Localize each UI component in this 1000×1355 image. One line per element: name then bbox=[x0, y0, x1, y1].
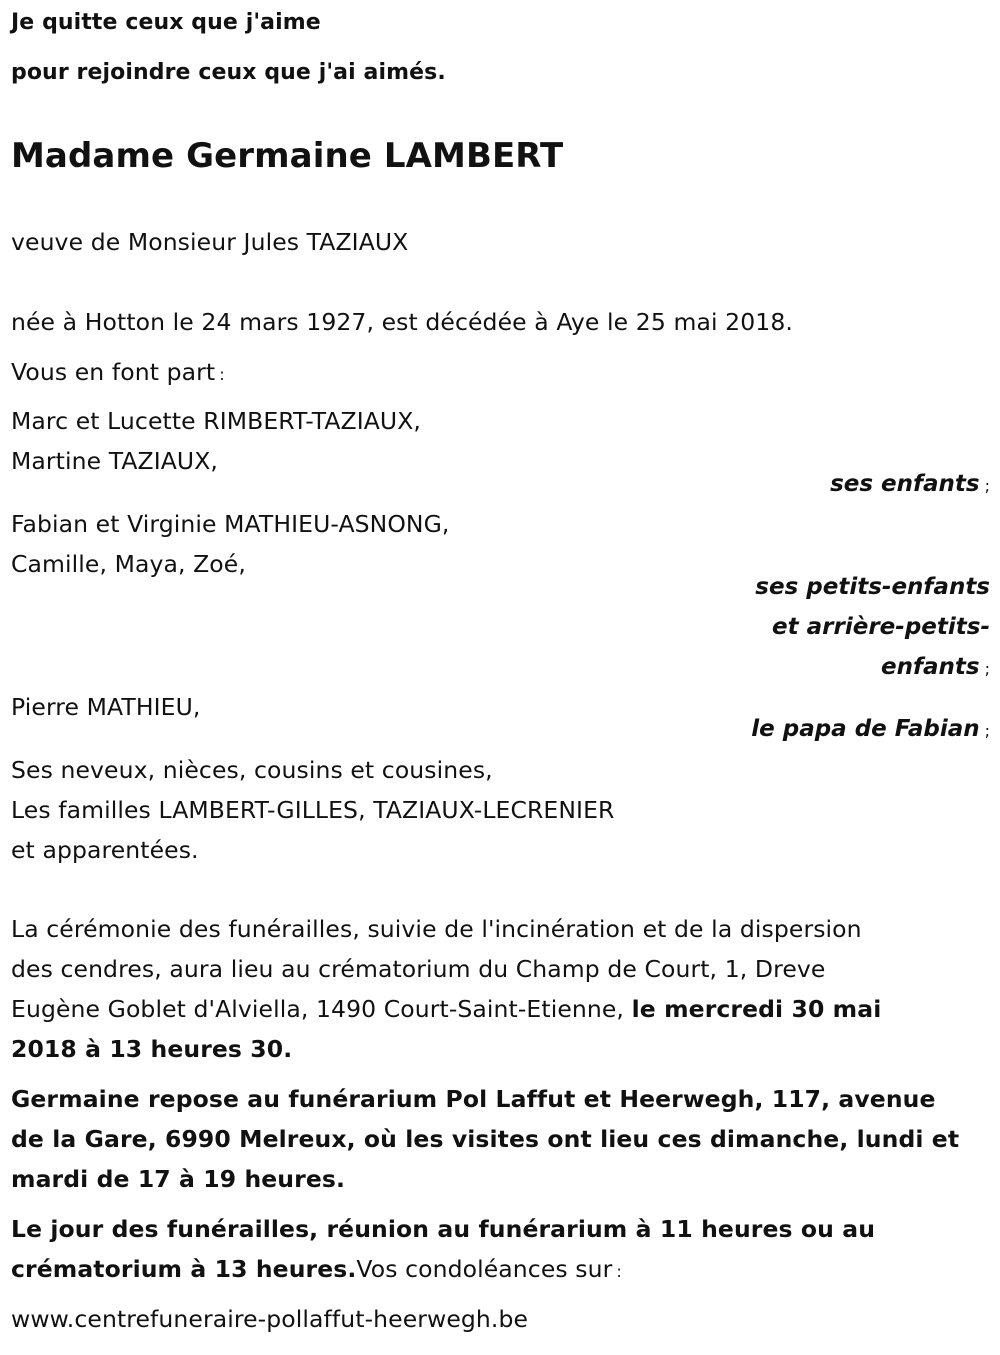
family-line-1: Ses neveux, nièces, cousins et cousines, bbox=[11, 756, 493, 784]
meeting-time: crématorium à 13 heures. bbox=[11, 1255, 357, 1283]
grandchildren-role-line-1: ses petits-enfants bbox=[755, 574, 990, 600]
father-line-1: Pierre MATHIEU, bbox=[11, 693, 201, 721]
announcement-intro-text: Vous en font part bbox=[11, 358, 216, 386]
ceremony-line-4: 2018 à 13 heures 30. bbox=[11, 1035, 293, 1063]
visit-line-1: Germaine repose au funérarium Pol Laffut et Heerwegh, 117, avenue bbox=[11, 1085, 936, 1113]
announcement-intro bbox=[11, 358, 225, 386]
ceremony-line-3-normal: Eugène Goblet d'Alviella, 1490 Court-Saint-Etienne, bbox=[11, 995, 625, 1023]
ceremony-line-3 bbox=[11, 995, 881, 1023]
meeting-line-2 bbox=[11, 1255, 622, 1283]
deceased-name: Madame Germaine LAMBERT bbox=[11, 136, 564, 176]
children-role-text: ses enfants bbox=[830, 471, 980, 497]
condolences-text: Vos condoléances sur bbox=[356, 1255, 613, 1283]
children-line-1: Marc et Lucette RIMBERT-TAZIAUX, bbox=[11, 407, 421, 435]
grandchildren-semicolon: ; bbox=[984, 659, 990, 678]
children-semicolon: ; bbox=[984, 476, 990, 495]
quote-line-1: Je quitte ceux que j'aime bbox=[11, 10, 321, 35]
visit-line-3: mardi de 17 à 19 heures. bbox=[11, 1165, 345, 1193]
father-role-text: le papa de Fabian bbox=[751, 716, 980, 742]
children-role bbox=[830, 471, 990, 499]
grandchildren-role-line-2: et arrière-petits- bbox=[772, 614, 990, 640]
ceremony-line-2: des cendres, aura lieu au crématorium du Champ de Court, 1, Dreve bbox=[11, 955, 826, 983]
father-role bbox=[751, 716, 990, 744]
father-semicolon: ; bbox=[984, 721, 990, 740]
grandchildren-role-line-3-text: enfants bbox=[881, 654, 980, 680]
quote-line-2: pour rejoindre ceux que j'ai aimés. bbox=[11, 60, 446, 85]
visit-line-2: de la Gare, 6990 Melreux, où les visites ont lieu ces dimanche, lundi et bbox=[11, 1125, 960, 1153]
family-line-3: et apparentées. bbox=[11, 836, 199, 864]
family-line-2: Les familles LAMBERT-GILLES, TAZIAUX-LECRENIER bbox=[11, 796, 615, 824]
grandchildren-role-line-3 bbox=[881, 654, 990, 682]
birth-death: née à Hotton le 24 mars 1927, est décédée à Aye le 25 mai 2018. bbox=[11, 308, 793, 336]
ceremony-line-1: La cérémonie des funérailles, suivie de l'incinération et de la dispersion bbox=[11, 915, 862, 943]
condolences-colon: : bbox=[616, 1262, 622, 1281]
grandchildren-line-2: Camille, Maya, Zoé, bbox=[11, 550, 246, 578]
widow-of: veuve de Monsieur Jules TAZIAUX bbox=[11, 228, 409, 256]
website-link[interactable]: www.centrefuneraire-pollaffut-heerwegh.be bbox=[11, 1305, 529, 1333]
meeting-line-1: Le jour des funérailles, réunion au funérarium à 11 heures ou au bbox=[11, 1215, 876, 1243]
grandchildren-line-1: Fabian et Virginie MATHIEU-ASNONG, bbox=[11, 510, 450, 538]
ceremony-date: le mercredi 30 mai bbox=[631, 995, 882, 1023]
announcement-colon: : bbox=[219, 365, 225, 384]
children-line-2: Martine TAZIAUX, bbox=[11, 447, 218, 475]
